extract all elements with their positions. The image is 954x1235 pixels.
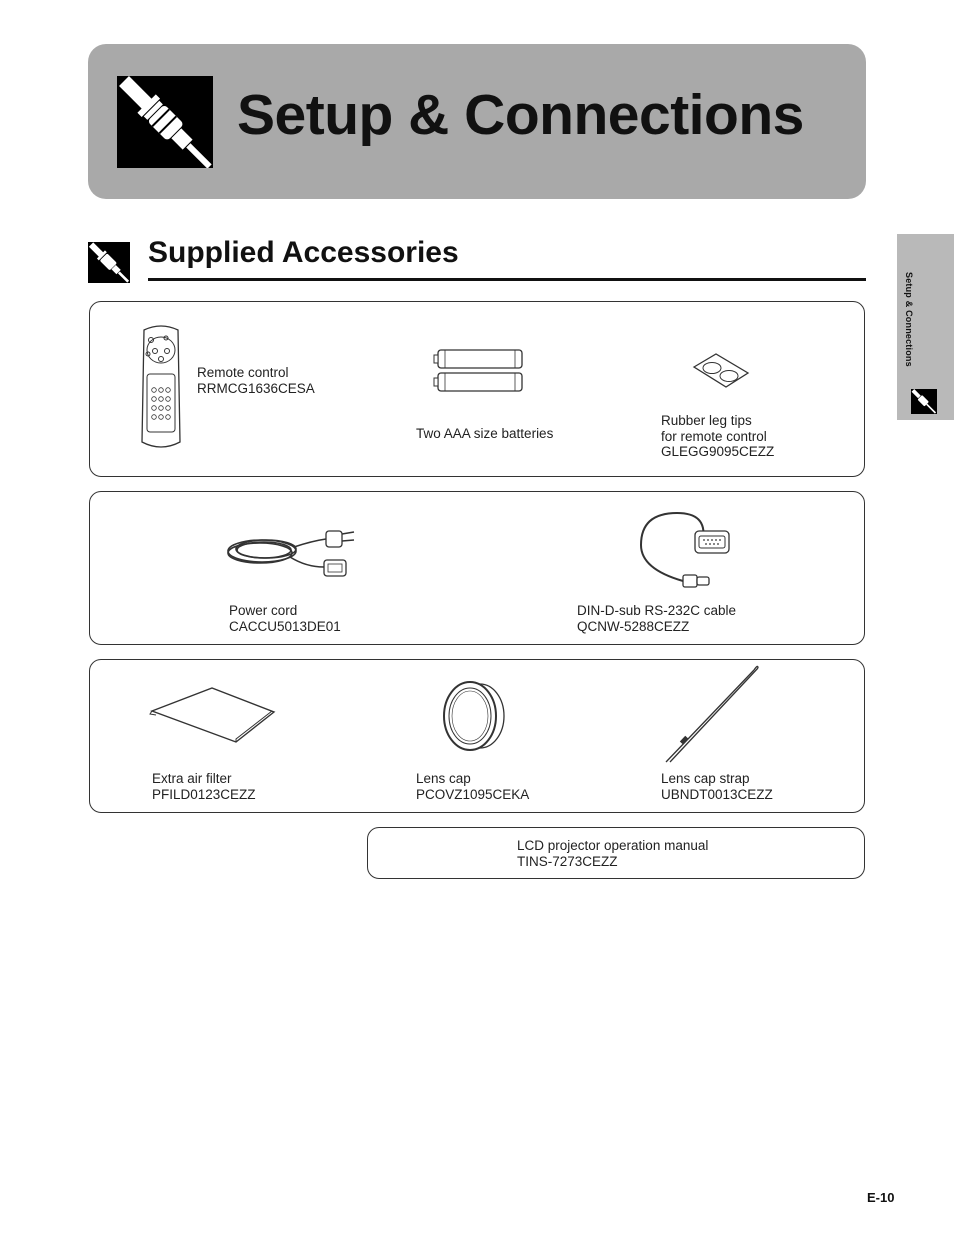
part-number: CACCU5013DE01 (229, 618, 341, 634)
part-number: PFILD0123CEZZ (152, 786, 256, 802)
rubber-leg-tips-illustration (692, 351, 750, 396)
chapter-title: Setup & Connections (237, 83, 804, 147)
item-name: Two AAA size batteries (416, 426, 554, 441)
lens-cap-strap-caption (661, 771, 773, 802)
remote-control-illustration (138, 324, 184, 457)
air-filter-caption (152, 771, 256, 802)
item-name-line2: for remote control (661, 428, 767, 444)
rs232-cable-caption (577, 603, 736, 634)
part-number: TINS-7273CEZZ (517, 853, 618, 869)
section-title: Supplied Accessories (148, 236, 459, 269)
rs232-cable-illustration (637, 509, 735, 598)
connector-plug-icon (911, 389, 937, 414)
item-name: Lens cap (416, 771, 471, 786)
item-name: LCD projector operation manual (517, 838, 709, 853)
accessory-group-2 (89, 491, 865, 645)
batteries-illustration (433, 346, 527, 401)
rubber-leg-tips-caption (661, 413, 774, 460)
power-cord-caption (229, 603, 341, 634)
air-filter-illustration (148, 684, 278, 751)
item-name: Extra air filter (152, 771, 232, 786)
item-name: DIN-D-sub RS-232C cable (577, 603, 737, 618)
side-tab-label: Setup & Connections (904, 272, 914, 367)
item-name: Rubber leg tips (661, 413, 752, 428)
lens-cap-caption (416, 771, 529, 802)
part-number: UBNDT0013CEZZ (661, 786, 773, 802)
connector-plug-icon (88, 242, 130, 283)
manual-caption (517, 838, 708, 869)
part-number: QCNW-5288CEZZ (577, 618, 690, 634)
lens-cap-illustration (440, 680, 512, 757)
remote-control-caption (197, 365, 315, 396)
section-divider (148, 278, 866, 281)
item-name: Lens cap strap (661, 771, 750, 786)
connector-plug-icon (117, 76, 213, 168)
lens-cap-strap-illustration (660, 664, 764, 771)
power-cord-illustration (224, 523, 358, 588)
part-number: GLEGG9095CEZZ (661, 444, 775, 459)
part-number: RRMCG1636CESA (197, 380, 315, 396)
part-number: PCOVZ1095CEKA (416, 786, 530, 802)
item-name: Power cord (229, 603, 298, 618)
batteries-caption (416, 426, 553, 442)
item-name: Remote control (197, 365, 289, 380)
page-number: E-10 (867, 1190, 895, 1205)
